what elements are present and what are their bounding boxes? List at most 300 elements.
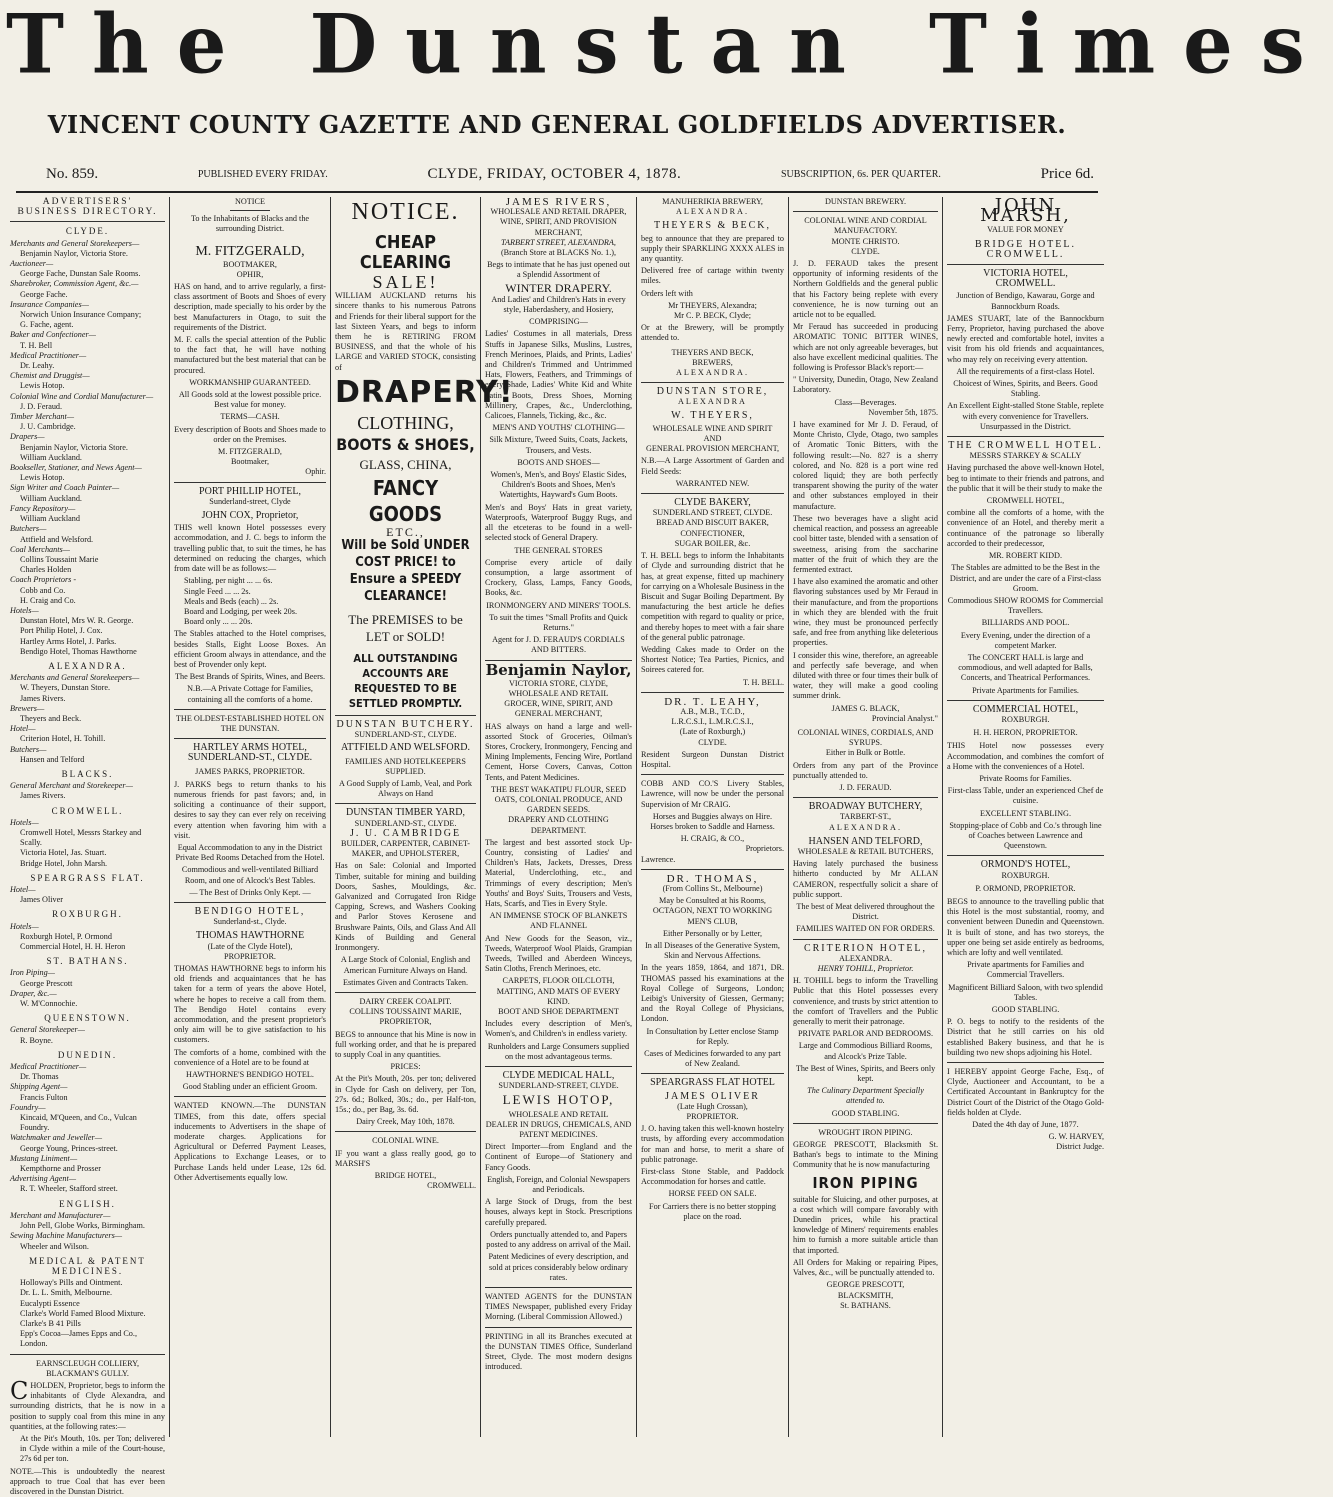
prescott-sig3: St. BATHANS. bbox=[840, 1300, 891, 1310]
leahy-deg2: L.R.C.S.I., L.M.R.C.S.I., bbox=[671, 717, 754, 727]
colliery-sub: BLACKMAN'S GULLY. bbox=[46, 1368, 129, 1378]
directory-entry: Merchant and Manufacturer— bbox=[10, 1210, 111, 1220]
ormond-text3: Magnificent Billiard Saloon, with two splendid Tables. bbox=[948, 982, 1103, 1002]
hansen-text2: The best of Meat delivered throughout the District. bbox=[796, 902, 935, 922]
hansen-head: HANSEN AND TELFORD, bbox=[808, 835, 923, 847]
theyers-sig3: ALEXANDRA. bbox=[676, 368, 749, 378]
dropcap: C bbox=[10, 1376, 29, 1405]
naylor-drapery: DRAPERY AND CLOTHING DEPARTMENT. bbox=[508, 815, 609, 835]
directory-entry: Francis Fulton bbox=[20, 1092, 68, 1102]
criterion-stabling: GOOD STABLING. bbox=[831, 1108, 900, 1118]
naylor-blankets: AN IMMENSE STOCK OF BLANKETS AND FLANNEL bbox=[489, 911, 628, 931]
heron-name: H. H. HERON, PROPRIETOR. bbox=[973, 728, 1078, 738]
speargrass-head: SPEARGRASS FLAT HOTEL bbox=[650, 1077, 775, 1089]
coalpit-name: COLLINS TOUSSAINT MARIE, bbox=[349, 1007, 462, 1017]
directory-entry: Hansen and Telford bbox=[20, 754, 85, 764]
dir-queenstown: QUEENSTOWN. bbox=[44, 1013, 131, 1024]
printing: PRINTING in all its Branches executed at the DUNSTAN TIMES Office, Sunderland Street, Clyde. The most modern designs introduced. bbox=[485, 1331, 632, 1372]
oliver-text: J. O. having taken this well-known hostelry trusts, by affording every accommodation for man and horse, to merit a share of public patronage. bbox=[641, 1124, 784, 1164]
store-nb: N.B.—A Large Assortment of Garden and Field Seeds: bbox=[641, 456, 784, 476]
etc: ETC., bbox=[386, 524, 425, 539]
marsh-value: VALUE FOR MONEY bbox=[987, 225, 1064, 235]
broadway-street: TARBERT-ST., bbox=[839, 812, 892, 822]
dir-blacks-list bbox=[10, 781, 165, 801]
directory-entry: Baker and Confectioner— bbox=[10, 330, 96, 340]
theyers-head: THEYERS & BECK, bbox=[654, 220, 771, 232]
broadway-place: ALEXANDRA. bbox=[829, 822, 902, 832]
bakery-trade2: SUGAR BOILER, &c. bbox=[674, 538, 751, 548]
directory-entry: R. T. Wheeler, Stafford street. bbox=[20, 1184, 118, 1194]
rivers-text3: Ladies' Costumes in all materials, Dress Stuffs in Japanese Silks, Muslins, Lustres, French Merinoes, Plaids, and Prints, Ladies' and Children's Trimmed and Untrimmed Hats, Flowers, Feathers, and Trimmings of every Shade, Ladies' White Kid and White Satin Boots, Dress Shoes, Morning Millinery, Crapes, &c., Underclothing, Calicoes, Flannels, Ticking, &c., &c. bbox=[485, 329, 632, 421]
victoria-head: VICTORIA HOTEL, bbox=[983, 268, 1068, 280]
timber-name: J. U. CAMBRIDGE bbox=[349, 827, 462, 839]
hartley-text4: — The Best of Drinks Only Kept. — bbox=[189, 887, 311, 897]
directory-entry: Kempthorne and Prosser bbox=[20, 1164, 101, 1174]
dir-roxburgh-list bbox=[10, 922, 165, 953]
feraud-quote: " University, Dunedin, Otago, New Zealand Laboratory. bbox=[793, 375, 938, 395]
comprising: COMPRISING— bbox=[529, 317, 588, 327]
issue-number: No. 859. bbox=[46, 165, 99, 182]
newspaper-title: The Dunstan Times bbox=[6, 0, 1333, 93]
marsh-head: JOHN MARSH, bbox=[980, 195, 1071, 227]
directory-entry: H. Craig and Co. bbox=[20, 595, 76, 605]
criterion-billiard: Large and Commodious Billiard Rooms, and Alcock's Prize Table. bbox=[798, 1041, 933, 1061]
fitzgerald-name: M. FITZGERALD, bbox=[195, 243, 305, 259]
coalpit-date: Dairy Creek, May 10th, 1878. bbox=[356, 1117, 455, 1127]
directory-entry: Dr. Leahy. bbox=[20, 361, 55, 371]
rivers-street: TARBERT STREET, ALEXANDRA, bbox=[501, 237, 616, 247]
directory-entry: Auctioneer— bbox=[10, 259, 54, 269]
iron-head: WROUGHT IRON PIPING. bbox=[818, 1127, 913, 1137]
bendigo-text: THOMAS HAWTHORNE begs to inform his old friends and acquaintances that he has taken for a term of years the above Hotel, where he hopes to receive a call from them. The Bendigo Hotel contains every accommodation, and the present proprietor's only aim will be to give satisfaction to his customers. bbox=[174, 964, 326, 1045]
directory-entry: Bendigo Hotel, Thomas Hawthorne bbox=[20, 646, 137, 656]
cromwell-text7: Private Apartments for Families. bbox=[972, 685, 1079, 695]
oldest-hotel: THE OLDEST-ESTABLISHED HOTEL ON THE DUNSTAN. bbox=[175, 713, 325, 733]
directory-entry: Hotels— bbox=[10, 605, 39, 615]
directory-entry: James Oliver bbox=[20, 895, 63, 905]
directory-entry: Timber Merchant— bbox=[10, 412, 75, 422]
hotop-text3: A large Stock of Drugs, from the best houses, always kept in Stock. Prescriptions carefully prepared. bbox=[485, 1197, 632, 1227]
cromwell-head: THE CROMWELL HOTEL. bbox=[948, 440, 1103, 452]
directory-entry: Bookseller, Stationer, and News Agent— bbox=[10, 463, 142, 473]
victoria-place: CROMWELL. bbox=[995, 278, 1056, 290]
rate-line: Board and Lodging, per week 20s. bbox=[184, 606, 298, 616]
hotop-text4: Orders punctually attended to, and Papers posted to any address on arrival of the Mail. bbox=[486, 1229, 631, 1250]
directory-entry: Collins Toussaint Marie bbox=[20, 554, 99, 564]
cromwell-text2: combine all the comforts of a home, with the convenience of an Hotel, and thereby merit a continuance of the patronage so liberally accorded to their predecessor, bbox=[947, 508, 1104, 548]
directory-entry: Cobb and Co. bbox=[20, 585, 66, 595]
butchery-sub: SUNDERLAND-ST., CLYDE. bbox=[354, 730, 457, 740]
directory-entry: Medical Practitioner— bbox=[10, 1062, 87, 1072]
prescott-text3: All Orders for Making or repairing Pipes, Valves, &c., will be punctually attended to. bbox=[793, 1257, 938, 1278]
timber-text3: Estimates Given and Contracts Taken. bbox=[342, 977, 468, 987]
butchery-text: A Good Supply of Lamb, Veal, and Pork Always on Hand bbox=[339, 779, 472, 799]
directory-entry: George Prescott bbox=[20, 978, 73, 988]
directory-entry: Insurance Companies— bbox=[10, 299, 89, 309]
fitzgerald-sig3: Ophir. bbox=[305, 467, 326, 477]
directory-entry: William Auckland. bbox=[20, 452, 82, 462]
naylor-text3: And New Goods for the Season, viz., Tweeds, Waterproof Wool Plaids, Grampian Tweeds, Twilled and Aberdeen Winceys, Satin Cloths, French Merinoes, etc. bbox=[485, 933, 632, 974]
monte-christo: MONTE CHRISTO. bbox=[831, 236, 900, 246]
auckland-text: WILLIAM AUCKLAND returns his sincere thanks to his numerous Patrons and Friends for their liberal support for the last Sixteen Years, and begs to inform them he is RETIRING FROM BUSINESS, and that the whole of his LARGE and VARIED STOCK, consisting of bbox=[335, 291, 476, 372]
directory-entry: General Merchant and Storekeeper— bbox=[10, 781, 133, 791]
directory-entry: Norwich Union Insurance Company; bbox=[20, 310, 142, 320]
bakery-text2: Wedding Cakes made to Order on the Shortest Notice; Tea Parties, Picnics, and Soirees catered for. bbox=[641, 644, 784, 675]
notice-to: To the Inhabitants of Blacks and the surrounding District. bbox=[190, 214, 310, 234]
directory-entry: G. Fache, agent. bbox=[20, 320, 74, 330]
directory-entry: Clarke's World Famed Blood Mixture. bbox=[20, 1308, 146, 1318]
cromwell-name2: CROMWELL HOTEL, bbox=[986, 496, 1065, 506]
harvey-date: Dated the 4th day of June, 1877. bbox=[972, 1120, 1079, 1130]
thomas-text6: Cases of Medicines forwarded to any part of New Zealand. bbox=[644, 1049, 781, 1069]
bakery-sig: T. H. BELL. bbox=[742, 677, 784, 687]
hartley-text3: Commodious and well-ventilated Billiard Room, and one of Alcock's Best Tables. bbox=[181, 865, 319, 885]
feraud-orders: Orders from any part of the Province punctually attended to. bbox=[793, 760, 938, 780]
directory-entry: Mustang Liniment— bbox=[10, 1153, 78, 1163]
terms: TERMS—CASH. bbox=[220, 412, 280, 422]
directory-entry: Wheeler and Wilson. bbox=[20, 1241, 89, 1251]
store-and: AND bbox=[703, 434, 722, 444]
feraud-sig2: Provincial Analyst." bbox=[871, 713, 938, 723]
oliver-feed: HORSE FEED ON SALE. bbox=[668, 1189, 757, 1199]
directory-entry: Hotels— bbox=[10, 817, 39, 827]
medical-hall: CLYDE MEDICAL HALL, bbox=[502, 1070, 615, 1082]
directory-entry: Dr. L. L. Smith, Melbourne. bbox=[20, 1288, 113, 1298]
directory-entry: Shipping Agent— bbox=[10, 1082, 68, 1092]
directory-entry: Colonial Wine and Cordial Manufacturer— bbox=[10, 391, 154, 401]
directory-entry: Attfield and Welsford. bbox=[20, 534, 94, 544]
dir-stbathans: ST. BATHANS. bbox=[46, 956, 129, 967]
rivers-text: Begs to intimate that he has just opened out a Splendid Assortment of bbox=[487, 260, 630, 280]
directory-entry: Theyers and Beck. bbox=[20, 713, 82, 723]
store-trade2: GENERAL PROVISION MERCHANT, bbox=[645, 444, 780, 454]
directory-entry: W. M'Connochie. bbox=[20, 999, 78, 1009]
directory-entry: Sewing Machine Manufacturers— bbox=[10, 1231, 123, 1241]
stuart-text2: All the requirements of a first-class Hotel. bbox=[956, 366, 1095, 376]
directory-entry: Commercial Hotel, H. H. Heron bbox=[20, 942, 126, 952]
hartley-text2: Equal Accommodation to any in the District Private Bed Rooms Detached from the Hotel. bbox=[175, 842, 325, 863]
colonial-wine: COLONIAL WINE AND CORDIAL MANUFACTORY. bbox=[804, 216, 927, 236]
feraud-text2: Mr Feraud has succeeded in producing AROMATIC TONIC BITTER WINES, which are not only agreeable beverages, but also have excellent medicinal qualities. The following is Professor Black's report:— bbox=[793, 322, 938, 373]
coalpit-prices: PRICES: bbox=[390, 1062, 421, 1072]
colliery-note: NOTE.—This is undoubtedly the nearest approach to true Coal that has ever been discovered in the Dunstan District. bbox=[10, 1466, 165, 1496]
criterion-prop: HENRY TOHILL, Proprietor. bbox=[817, 964, 914, 974]
stuart-text4: An Excellent Eight-stalled Stone Stable, replete with every convenience for Travellers. Unsurpassed in the District. bbox=[947, 401, 1104, 431]
cromwell-names: MESSRS STARKEY & SCALLY bbox=[969, 451, 1082, 461]
directory-entry: Brewers— bbox=[10, 703, 45, 713]
dir-dunedin: DUNEDIN. bbox=[57, 1049, 118, 1060]
ormond-head: ORMOND'S HOTEL, bbox=[980, 859, 1071, 871]
rivers-text2: And Ladies' and Children's Hats in every style, Haberdashery, and Hosiery, bbox=[491, 294, 626, 315]
feraud-bulk: Either in Bulk or Bottle. bbox=[825, 748, 906, 758]
workmanship: WORKMANSHIP GUARANTEED. bbox=[189, 377, 311, 387]
directory-entry: Victoria Hotel, Jas. Stuart. bbox=[20, 848, 107, 858]
directory-entry: Iron Piping— bbox=[10, 968, 55, 978]
directory-entry: J. U. Cambridge. bbox=[20, 422, 76, 432]
bendigo-at: HAWTHORNE'S BENDIGO HOTEL. bbox=[186, 1070, 314, 1080]
rivers-branch: (Branch Store at BLACKS No. 1.), bbox=[500, 248, 617, 258]
ormond-prop: P. ORMOND, PROPRIETOR. bbox=[975, 883, 1076, 893]
wanted-known: WANTED KNOWN.—The DUNSTAN TIMES, from this date, offers special inducements to Advertisers in the shape of moderate charges. Applications for Agricultural or Deferred Payment Leases, Applications to Exchange Leases, or to Purchase Lands held under Lease, 12s 6d. Other Advertisements equally low. bbox=[174, 1101, 326, 1182]
rate-line: Stabling, per night ... ... 6s. bbox=[184, 576, 273, 586]
feraud-text: J. D. FERAUD takes the present opportunity of informing residents of the Northern Goldfields and the general public that his Factory being replete with every convenience, he is now turning out an article not to be equalled. bbox=[793, 259, 938, 320]
port-prop: JOHN COX, Proprietor, bbox=[201, 510, 299, 522]
theyers-sig2: BREWERS, bbox=[692, 357, 733, 367]
directory-entry: Port Philip Hotel, J. Cox. bbox=[20, 626, 103, 636]
directory-entry: Butchers— bbox=[10, 744, 47, 754]
price: Price 6d. bbox=[1040, 165, 1094, 182]
thomas-text3: In all Diseases of the Generative System, Skin and Nervous Affections. bbox=[645, 941, 780, 961]
colliery-head: EARNSCLEUGH COLLIERY, bbox=[35, 1358, 140, 1368]
clyde: CLYDE. bbox=[851, 246, 880, 256]
cromwell-text: Having purchased the above well-known Hotel, beg to intimate to their friends and patrons, and the public that it will be their study to make the bbox=[947, 463, 1104, 493]
criterion-text: H. TOHILL begs to inform the Travelling Public that this Hotel possesses every convenience, and trusts by strict attention to the comfort of Travellers and the Public generally to merit their patronage. bbox=[793, 976, 938, 1027]
prescott-sig: GEORGE PRESCOTT, bbox=[826, 1280, 905, 1290]
directory-entry: Cromwell Hotel, Messrs Starkey and Scally. bbox=[20, 827, 142, 848]
sale: SALE! bbox=[372, 272, 439, 292]
dir-medical-list bbox=[10, 1278, 165, 1349]
directory-entry: Chemist and Druggist— bbox=[10, 371, 90, 381]
heron-stabling: EXCELLENT STABLING. bbox=[979, 808, 1072, 818]
oliver-prop: PROPRIETOR. bbox=[686, 1112, 739, 1122]
wine-head: COLONIAL WINE. bbox=[372, 1136, 439, 1146]
dir-cromwell-list bbox=[10, 818, 165, 869]
boots-text: Women's, Men's, and Boys' Elastic Sides, Children's Boots and Shoes, Men's Watertights, Hayward's Gum Boots. bbox=[490, 470, 627, 500]
feraud-text4: These two beverages have a slight acid chemical reaction, and possess an agreeable cool bitter taste, blended with a sensation of sweetness, arising from the saccharine matter of the fruit of which they are the fermented extract. bbox=[793, 513, 938, 574]
dir-speargrass: SPEARGRASS FLAT. bbox=[30, 872, 145, 883]
bakery-street: SUNDERLAND STREET, CLYDE. bbox=[652, 508, 773, 518]
dateline bbox=[16, 161, 1098, 193]
fitzgerald-place: OPHIR, bbox=[236, 269, 264, 279]
store-place: ALEXANDRA bbox=[678, 397, 747, 407]
store-name: W. THEYERS, bbox=[671, 409, 754, 421]
directory-entry: James Rivers. bbox=[20, 693, 66, 703]
directory-entry: Bridge Hotel, John Marsh. bbox=[20, 858, 108, 868]
cromwell-text3: The Stables are admitted to be the Best in the District, and are under the care of a First-class Groom. bbox=[949, 563, 1102, 593]
hartley-head: HARTLEY ARMS HOTEL, SUNDERLAND-ST., CLYDE. bbox=[187, 742, 313, 764]
dir-blacks: BLACKS. bbox=[61, 768, 114, 779]
brewery-place: ALEXANDRA. bbox=[676, 207, 749, 217]
ormond-stabling: GOOD STABLING. bbox=[991, 1005, 1060, 1015]
port-rates bbox=[174, 576, 326, 627]
boots-shoes: BOOTS & SHOES, bbox=[336, 434, 475, 454]
dir-cromwell: CROMWELL. bbox=[51, 805, 124, 816]
directory-entry: Criterion Hotel, H. Tohill. bbox=[20, 734, 106, 744]
ironmongery: IRONMONGERY AND MINERS' TOOLS. bbox=[486, 600, 631, 610]
boots-head: BOOTS AND SHOES— bbox=[517, 457, 600, 467]
thomas-text5: In Consultation by Letter enclose Stamp for Reply. bbox=[646, 1026, 779, 1046]
coalpit-text2: At the Pit's Mouth, 20s. per ton; delivered in Clyde for Cash on delivery, per Ton, 27s. 6d.; Bolked, 30s.; do., per Half-ton, 15s.; do., per Bag, 3s. 6d. bbox=[335, 1074, 476, 1114]
directory-entry: George Young, Princes-street. bbox=[20, 1143, 118, 1153]
port-text3: The Best Brands of Spirits, Wines, and Beers. bbox=[174, 672, 326, 682]
timber-trade: BUILDER, CARPENTER, CABINET-MAKER, and UPHOLSTERER, bbox=[341, 839, 470, 859]
ormond-place: ROXBURGH. bbox=[1001, 870, 1050, 880]
dir-english-list bbox=[10, 1211, 165, 1252]
clothing: CLOTHING, bbox=[357, 412, 454, 433]
dir-alexandra: ALEXANDRA. bbox=[48, 660, 127, 671]
feraud-sig: JAMES G. BLACK, bbox=[831, 703, 900, 713]
cobb-text2: Horses and Buggies always on Hire. Horses broken to Saddle and Harness. bbox=[650, 811, 775, 831]
directory-entry: Benjamin Naylor, Victoria Store. bbox=[20, 442, 128, 452]
criterion-wines: The Best of Wines, Spirits, and Beers only kept. bbox=[795, 1063, 936, 1084]
rate-line: Single Feed ... ... 2s. bbox=[184, 586, 251, 596]
drapery: DRAPERY! bbox=[335, 374, 514, 410]
directory-entry: W. Theyers, Dunstan Store. bbox=[20, 683, 111, 693]
directory-entry: James Rivers. bbox=[20, 791, 66, 801]
victoria-junction: Junction of Bendigo, Kawarau, Gorge and Bannockburn Roads. bbox=[956, 291, 1095, 311]
marsh-place: CROMWELL. bbox=[986, 248, 1065, 260]
column-1 bbox=[6, 197, 170, 1496]
feraud-name: J. D. FERAUD. bbox=[839, 782, 892, 792]
ormond-text4: P. O. begs to notify to the residents of the District that he still carries on his old established Bakery business, and that he is building two new shops adjoining his Hotel. bbox=[947, 1017, 1104, 1057]
cobb-sig2: Proprietors. bbox=[745, 844, 784, 854]
feraud-class: Class—Beverages. bbox=[834, 397, 897, 407]
store-trade: WHOLESALE WINE AND SPIRIT bbox=[652, 423, 773, 433]
directory-entry: Fancy Repository— bbox=[10, 503, 76, 513]
outstanding-accounts: ALL OUTSTANDING ACCOUNTS ARE REQUESTED TO BE SETTLED PROMPTLY. bbox=[348, 652, 463, 711]
theyers-o2: Mr C. P. BECK, Clyde; bbox=[673, 311, 752, 321]
directory-entry: Merchants and General Storekeepers— bbox=[10, 673, 140, 683]
directory-entry: John Pell, Globe Works, Birmingham. bbox=[20, 1221, 145, 1231]
leahy-place: CLYDE. bbox=[698, 737, 727, 747]
boots-text2: Men's and Boys' Hats in great variety, Waterproofs, Waterproof Buggy Rugs, and all the etceteras to be found in a well-selected stock of General Drapery. bbox=[485, 502, 632, 543]
feraud-text3: I have examined for Mr J. D. Feraud, of Monte Christo, Clyde, Otago, two samples of Aromatic Tonic Bitters, with the following result:—No. 827 is a sherry colored, and No. 828 is a port wine red colored liquid; they are both perfectly transparent showing the purity of the water and other substances employed in their manufacture. bbox=[793, 420, 938, 511]
masthead bbox=[6, 0, 1333, 93]
leahy-head: DR. T. LEAHY, bbox=[664, 695, 761, 708]
premises: The PREMISES to be LET or SOLD! bbox=[348, 612, 463, 645]
directory-entry: T. H. Bell bbox=[20, 340, 53, 350]
criterion-parlor: PRIVATE PARLOR AND BEDROOMS. bbox=[797, 1029, 934, 1039]
butchery-names: ATTFIELD AND WELSFORD. bbox=[341, 742, 470, 754]
naylor-trade: WHOLESALE AND RETAIL bbox=[508, 688, 609, 698]
hartley-prop: JAMES PARKS, PROPRIETOR. bbox=[195, 766, 305, 776]
store-head: DUNSTAN STORE, bbox=[656, 386, 769, 398]
colliery-rates: At the Pit's Mouth, 10s. per Ton; delivered in Clyde within a mile of the Court-house, 27s 6d per ton. bbox=[20, 1433, 165, 1464]
fitzgerald-text4: Every description of Boots and Shoes made to order on the Premises. bbox=[174, 424, 326, 444]
dir-clyde: CLYDE. bbox=[65, 226, 110, 237]
mens-text: Silk Mixture, Tweed Suits, Coats, Jackets, Trousers, and Vests. bbox=[489, 435, 628, 455]
iron-piping: IRON PIPING bbox=[812, 1173, 919, 1192]
medical-street: SUNDERLAND-STREET, CLYDE. bbox=[498, 1081, 619, 1091]
directory-entry: Lewis Hotop. bbox=[20, 381, 65, 391]
bendigo-late: (Late of the Clyde Hotel), bbox=[207, 941, 293, 951]
ormond-text2: Private apartments for Families and Commercial Travellers. bbox=[967, 960, 1084, 980]
criterion-head: CRITERION HOTEL, bbox=[803, 942, 928, 954]
timber-sub: SUNDERLAND-ST., CLYDE. bbox=[354, 818, 457, 828]
oliver-late: (Late Hugh Crossan), bbox=[677, 1101, 748, 1111]
rivers-sub: WHOLESALE AND RETAIL DRAPER, WINE, SPIRIT, AND PROVISION MERCHANT, bbox=[490, 207, 627, 237]
column-3 bbox=[331, 197, 514, 1437]
columns bbox=[6, 195, 1108, 1496]
bakery-head: CLYDE BAKERY, bbox=[674, 497, 751, 509]
fitzgerald-sig: M. FITZGERALD, bbox=[218, 447, 282, 457]
cromwell-kidd: MR. ROBERT KIDD. bbox=[988, 551, 1063, 561]
store-warranted: WARRANTED NEW. bbox=[675, 478, 750, 488]
port-text4: N.B.—A Private Cottage for Families, containing all the comforts of a home. bbox=[187, 684, 313, 704]
feraud-text6: I consider this wine, therefore, an agreeable and perfectly safe beverage, and when diluted with three or four times their bulk of water, they will make a good cooling summer drink. bbox=[793, 650, 938, 701]
suit-times: To suit the times "Small Profits and Quick Returns." bbox=[489, 612, 628, 632]
feraud-date: November 5th, 1875. bbox=[868, 407, 938, 417]
dunstan-brewery: DUNSTAN BREWERY. bbox=[824, 197, 907, 206]
naylor-carpets: CARPETS, FLOOR OILCLOTH, MATTING, AND MATS OF EVERY KIND. bbox=[496, 976, 621, 1006]
theyers-delivered: Delivered free of cartage within twenty miles. bbox=[641, 266, 784, 286]
general-text: Comprise every article of daily consumption, a large assortment of Crockery, Glass, Lamps, Fancy Goods, Books, &c. bbox=[485, 557, 632, 598]
butchery-head: DUNSTAN BUTCHERY. bbox=[336, 719, 475, 731]
hotop-text5: Patent Medicines of every description, and sold at prices considerably below ordinary rates. bbox=[488, 1252, 629, 1282]
prescott-text2: suitable for Sluicing, and other purposes, at a cost which will compare favorably with Dunedin prices, while his practical knowledge of Miners' requirements enables him to furnish a more suitable article than that imported. bbox=[793, 1194, 938, 1255]
rivers-head: JAMES RIVERS, bbox=[505, 196, 612, 208]
broadway-head: BROADWAY BUTCHERY, bbox=[808, 801, 923, 813]
fitzgerald-text2: M. F. calls the special attention of the Public to the fact that, he will have nothing manufactured but the best material that can be procured. bbox=[174, 335, 326, 375]
heron-text: THIS Hotel now possesses every Accommodation, and combines the comfort of a Home with the conveniences of a Hotel. bbox=[947, 741, 1104, 771]
directory-entry: J. D. Feraud. bbox=[20, 401, 63, 411]
directory-entry: Lewis Hotop. bbox=[20, 473, 65, 483]
brewery-head: MANUHERIKIA BREWERY, bbox=[662, 197, 763, 206]
directory-entry: Butchers— bbox=[10, 524, 47, 534]
hansen-text: Having lately purchased the business hitherto conducted by Mr ALLAN CAMERON, respectfully solicit a share of public support. bbox=[793, 859, 938, 899]
prescott-text: GEORGE PRESCOTT, Blacksmith St. Bathan's begs to intimate to the Mining Community that he is now manufacturing bbox=[793, 1140, 938, 1170]
notice-title: NOTICE. bbox=[351, 199, 460, 225]
directory-entry: William Auckland. bbox=[20, 493, 82, 503]
rate-line: Board only ... ... 20s. bbox=[184, 617, 253, 627]
naylor-trade2: GROCER, WINE, SPIRIT, AND GENERAL MERCHANT, bbox=[504, 699, 613, 719]
directory-entry: Benjamin Naylor, Victoria Store. bbox=[20, 248, 128, 258]
bakery-trade: BREAD AND BISCUIT BAKER, CONFECTIONER, bbox=[656, 518, 769, 538]
ormond-text: BEGS to announce to the travelling public that this Hotel is the most substantial, roomy, and convenient between Dunedin and Queenstown. It is built of stone, and has two storeys, the upper one being set aside entirely as bedrooms, which are lofty and well ventilated. bbox=[947, 896, 1104, 957]
fitzgerald-sig2: Bootmaker, bbox=[230, 457, 270, 467]
directory-entry: Sharebroker, Commission Agent, &c.— bbox=[10, 279, 139, 289]
criterion-culinary: The Culinary Department Specially attended to. bbox=[807, 1086, 924, 1106]
stuart-text: JAMES STUART, late of the Bannockburn Ferry, Proprietor, having purchased the above newly erected and comfortable hotel, invites a visit from his old friends and acquaintances, who may rely on receiving every attention. bbox=[947, 313, 1104, 364]
fitzgerald-text3: All Goods sold at the lowest possible price. Best value for money. bbox=[178, 390, 322, 410]
dir-roxburgh: ROXBURGH. bbox=[52, 909, 123, 920]
bendigo-name: THOMAS HAWTHORNE bbox=[195, 930, 305, 942]
glass-china: GLASS, CHINA, bbox=[359, 456, 452, 472]
leahy-deg: A.B., M.B., T.C.D., bbox=[680, 706, 745, 716]
harvey-sig2: District Judge. bbox=[1056, 1142, 1104, 1152]
fitzgerald-text1: HAS on hand, and to arrive regularly, a first-class assortment of Boots and Shoes of every description, made specially to his order by the best Manufacturers in Otago, to suit the requirements of the District. bbox=[174, 282, 326, 332]
commercial-head: COMMERCIAL HOTEL, bbox=[972, 703, 1079, 715]
directory-entry: Drapers— bbox=[10, 432, 45, 442]
mens-clothing: MEN'S AND YOUTHS' CLOTHING— bbox=[492, 423, 625, 433]
naylor-text2: The largest and best assorted stock Up-Country, consisting of Ladies' and Children's Hats, Jackets, Dresses, Dress Material, Underclothing, etc., and Trimmings of every description; Men's Youths' and Boys' Suits, Trousers and Vests, Hats, Scarfs, and Ties in Every Style. bbox=[485, 837, 632, 908]
coalpit-text: BEGS to announce that his Mine is now in full working order, and that he is prepared to supply Coal in any quantities. bbox=[335, 1029, 476, 1059]
directory-entry: Clarke's B 41 Pills bbox=[20, 1318, 81, 1328]
harvey-text: I HEREBY appoint George Fache, Esq., of Clyde, Auctioneer and Accountant, to be a Certificated Accountant in Bankruptcy for the District Court of the District of the Otago Gold-fields holden at Clyde. bbox=[947, 1067, 1104, 1117]
cobb-place: Lawrence. bbox=[641, 854, 676, 864]
hansen-text3: FAMILIES WAITED ON FOR ORDERS. bbox=[796, 924, 935, 934]
feraud-text5: I have also examined the aromatic and other flavoring substances used by Mr Feraud in their manufacture, and from the proportions in which they are blended with the fruit wine, they must be pronounced perfectly safe, and free from anything like deleterious properties. bbox=[793, 577, 938, 648]
naylor-boot: BOOT AND SHOE DEPARTMENT bbox=[498, 1007, 619, 1017]
heron-text2: Private Rooms for Families. bbox=[979, 773, 1072, 783]
directory-entry: Watchmaker and Jeweller— bbox=[10, 1133, 103, 1143]
directory-entry: Advertising Agent— bbox=[10, 1174, 77, 1184]
theyers-sig: THEYERS AND BECK, bbox=[671, 347, 754, 357]
winter-drapery: WINTER DRAPERY. bbox=[505, 280, 612, 295]
dir-speargrass-list bbox=[10, 885, 165, 905]
sold-under-cost: Will be Sold UNDER COST PRICE! to Ensure a SPEEDY CLEARANCE! bbox=[341, 538, 470, 605]
directory-entry: Sign Writer and Coach Painter— bbox=[10, 483, 120, 493]
cobb-text: COBB AND CO.'S Livery Stables, Lawrence, will now be under the personal Supervision of Mr CRAIG. bbox=[641, 779, 784, 809]
directory-entry: George Fache. bbox=[20, 289, 68, 299]
newspaper-subtitle: VINCENT COUNTY GAZETTE AND GENERAL GOLDFIELDS ADVERTISER. bbox=[47, 110, 1067, 139]
place-date: CLYDE, FRIDAY, OCTOBER 4, 1878. bbox=[427, 165, 682, 182]
heron-text3: First-class Table, under an experienced Chef de cuisine. bbox=[947, 786, 1104, 806]
commercial-place: ROXBURGH. bbox=[1001, 714, 1050, 724]
directory-header-2: BUSINESS DIRECTORY. bbox=[17, 207, 158, 218]
directory-entry: Roxburgh Hotel, P. Ormond bbox=[20, 931, 112, 941]
thomas-from: (From Collins St., Melbourne) bbox=[662, 883, 763, 893]
